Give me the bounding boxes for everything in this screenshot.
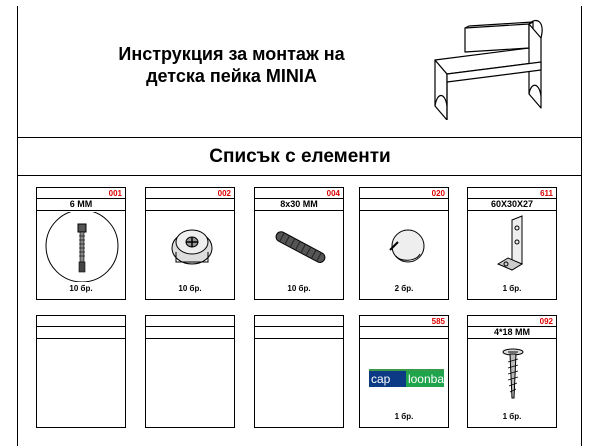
- part-card-002: [145, 187, 235, 300]
- part-card-empty-1: [36, 315, 126, 428]
- angle-bracket-icon: [468, 212, 558, 282]
- part-quantity: 2 бр.: [394, 284, 414, 293]
- part-size: 60X30X27: [490, 199, 534, 209]
- part-quantity: 1 бр.: [502, 412, 522, 421]
- part-card-611: [467, 187, 557, 300]
- dowel-bolt-icon: [37, 212, 127, 282]
- logo-text-left: cap: [371, 372, 391, 386]
- part-code: 092: [539, 317, 553, 326]
- part-size: 4*18 MM: [493, 327, 530, 337]
- part-size: 8x30 MM: [280, 199, 318, 209]
- title-line-2: детска пейка MINIA: [146, 66, 317, 86]
- part-quantity: 1 бр.: [502, 284, 522, 293]
- part-card-empty-3: [254, 315, 344, 428]
- part-code: 002: [217, 189, 231, 198]
- part-code: 585: [431, 317, 445, 326]
- wood-screw-icon: [468, 340, 558, 410]
- title-line-1: Инструкция за монтаж на: [118, 44, 345, 64]
- part-code: 004: [326, 189, 340, 198]
- part-quantity: 10 бр.: [69, 284, 93, 293]
- part-card-004: [254, 187, 344, 300]
- wooden-dowel-icon: [255, 212, 345, 282]
- section-divider: [17, 175, 582, 176]
- part-code: 001: [108, 189, 122, 198]
- part-card-092: [467, 315, 557, 428]
- part-card-585: [359, 315, 449, 428]
- part-card-001: [36, 187, 126, 300]
- part-quantity: 10 бр.: [287, 284, 311, 293]
- knob-icon: [360, 212, 450, 282]
- part-size: 6 MM: [69, 199, 93, 209]
- part-quantity: 10 бр.: [178, 284, 202, 293]
- part-card-020: [359, 187, 449, 300]
- part-quantity: 1 бр.: [394, 412, 414, 421]
- header-divider: [17, 137, 582, 138]
- document-title: [0, 43, 463, 87]
- section-title: Списък с елементи: [209, 146, 391, 167]
- logo-text-right: loonba: [407, 372, 444, 386]
- part-card-empty-2: [145, 315, 235, 428]
- brand-logo-icon: [369, 369, 444, 387]
- bench-drawing: [425, 8, 555, 120]
- part-code: 611: [540, 189, 553, 198]
- cam-lock-icon: [146, 212, 236, 282]
- part-code: 020: [431, 189, 445, 198]
